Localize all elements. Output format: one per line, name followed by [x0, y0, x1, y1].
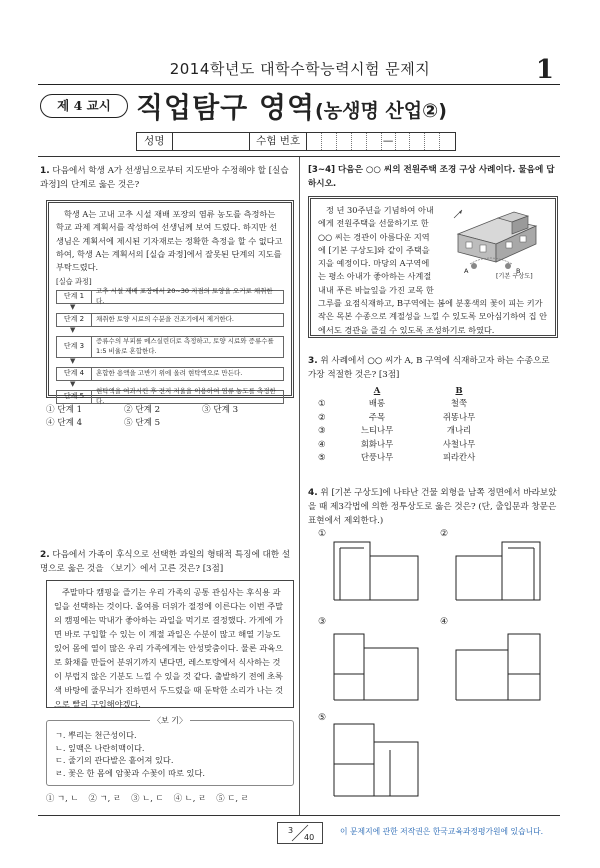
exam-number-cell[interactable]: [440, 133, 455, 150]
page-current: 3: [288, 826, 294, 835]
q2-choice[interactable]: ③ ㄴ, ㄷ: [131, 793, 164, 803]
q2-choice[interactable]: ⑤ ㄷ, ㄹ: [216, 793, 249, 803]
q2-passage: 주말마다 캠핑을 즐기는 우리 가족의 공통 관심사는 후식용 과일을 선택하는 것이다. 올여름 더위가 절정에 이른다는 이번 주말의 캠핑에는 막내가 좋아하는 과일을 먹기로 결정했다. 가게에 가면 바로 구입할 수 있는 이 계절 과일은 수분이 많고 해열 기능도 있어 몸에 열이 많은 우리 가족에게는 안성맞춤이다. 물론 과육으로 화채를 만들어 분위기까지 낸다면, 레스토랑에서 식사하는 것이 부럽지 않은 기분도 느낄 수 있을 것 같다. 출발하기 전에 초록색 바탕에 줄무늬가 진하면서 두드렸을 때 둔탁한 소리가 나는 것으로 빨리 구입해야겠다.: [54, 587, 284, 709]
exam-number-cell[interactable]: [337, 133, 352, 150]
basic-plan-figure: [440, 204, 548, 282]
q2-number: 2.: [40, 550, 50, 560]
step-arrow-icon: ▼: [70, 379, 76, 388]
q1-step: 단계 2 채취한 토양 시료의 수분을 건조기에서 제거한다.: [56, 313, 284, 327]
subject-title: [136, 86, 447, 129]
q3-row[interactable]: ⑤ 단풍나무 피라칸사: [318, 452, 476, 463]
exam-number-cell[interactable]: [367, 133, 382, 150]
q1-step: 단계 5 현탁액을 여과시킨 후 전지 저울을 이용하여 염류 농도를 측정한다.: [56, 390, 284, 404]
figure-caption: [기본 구상도]: [496, 273, 533, 280]
q4-number: 4.: [308, 488, 318, 498]
q1-choice[interactable]: ⑤ 단계 5: [124, 418, 161, 429]
q2-choices: [46, 792, 296, 805]
q2-boki-item: ㄴ. 잎맥은 나란히맥이다.: [55, 742, 145, 753]
exam-number-cell[interactable]: [410, 133, 425, 150]
q3-number: 3.: [308, 356, 318, 366]
q1-choice[interactable]: ① 단계 1: [46, 405, 83, 415]
exam-number-cell[interactable]: [322, 133, 337, 150]
q2-boki-box: [46, 716, 294, 786]
exam-title: 2014학년도 대학수학능력시험 문제지: [169, 60, 431, 78]
q3-row[interactable]: ① 배롱 철쭉: [318, 398, 468, 409]
figure-label-b: B: [516, 267, 521, 275]
bottom-rule: [38, 815, 560, 816]
q2-choice[interactable]: ② ㄱ, ㄹ: [88, 793, 122, 803]
q4-option-2[interactable]: ②: [440, 528, 550, 606]
q1-passage: 학생 A는 고내 고추 시설 재배 포장의 염류 농도를 측정하는 학교 과제 계획서를 작성하여 선생님께 보여 드렸다. 하지만 선생님은 계획서에 제시된 기자재로는 정확한 측정을 할 수 없다고 하여, 학생 A는 계획서의 [실습 과정]에서 잘못된 단계의 지도를 부탁드렸다.: [56, 209, 283, 273]
copyright-note: 이 문제지에 관한 저작권은 한국교육과정평가원에 있습니다.: [340, 827, 544, 836]
q1-step: 단계 4 혼합한 용액을 고반기 위에 올려 현탁액으로 만든다.: [56, 367, 284, 381]
header-divider: [38, 84, 560, 85]
house-illustration: [440, 204, 548, 282]
q2-boki-label: 〈보 기〉: [150, 715, 190, 727]
name-label: 성명: [137, 133, 173, 150]
q1-process-label: [실습 과정]: [56, 277, 92, 287]
q34-passage-box: [308, 196, 558, 338]
question-3: [308, 354, 560, 383]
exam-number-cell[interactable]: [352, 133, 367, 150]
subject-sub: (농생명 산업②): [315, 100, 447, 122]
q3-row[interactable]: ③ 느티나무 개나리: [318, 425, 472, 436]
period-badge: 제 4 교시: [40, 94, 128, 118]
q3-row[interactable]: ④ 회화나무 사철나무: [318, 438, 476, 449]
q3-header-row: [318, 384, 518, 397]
q4-option-1[interactable]: ①: [318, 528, 428, 606]
exam-number-cell[interactable]: [425, 133, 440, 150]
q1-choice[interactable]: ③ 단계 3: [202, 405, 239, 415]
q2-boki-item: ㄱ. 뿌리는 천근성이다.: [55, 730, 137, 740]
question-4: [308, 486, 560, 528]
q34-intro: [3~4] 다음은 ○○ 씨의 전원주택 조경 구상 사례이다. 물음에 답하시오.: [308, 165, 555, 189]
page-indicator: [277, 822, 323, 844]
step-arrow-icon: ▼: [70, 325, 76, 334]
student-id-box: [136, 132, 456, 151]
elevation-drawing: [330, 536, 422, 602]
q4-option-5[interactable]: ⑤: [318, 712, 428, 802]
q1-choice[interactable]: ② 단계 2: [124, 405, 161, 415]
q3-table: [318, 384, 518, 465]
q1-prompt: 1. 다음에서 학생 A가 선생님으로부터 지도받아 수정해야 할 [실습 과정]의 단계로 옳은 것은?: [40, 166, 289, 190]
q1-passage-box: [46, 200, 294, 405]
q1-steps: [56, 287, 284, 405]
column-divider: [299, 157, 300, 815]
question-2: [40, 548, 292, 577]
page-slash-icon: [278, 823, 322, 843]
q3-row[interactable]: ② 주목 쥐똥나무: [318, 411, 476, 422]
subject-main: 직업탐구 영역: [136, 91, 316, 124]
page-number: 1: [535, 55, 554, 85]
q2-prompt: 2. 다음에서 가족이 후식으로 선택한 과일의 형태적 특징에 대한 설명으로 옳은 것을 〈보기〉에서 고른 것은? [3점]: [40, 550, 291, 574]
name-field[interactable]: [173, 133, 250, 150]
elevation-drawing: [330, 720, 422, 798]
q1-step: 단계 1 고추 시설 재배 포장에서 20~30 지점의 토양을 오거로 채취한다.: [56, 290, 284, 304]
q1-choice[interactable]: ④ 단계 4: [46, 418, 83, 429]
q4-prompt: 4. 위 [기본 구상도]에 나타난 건물 외형을 남쪽 정면에서 바라보았을 때 제3각법에 의한 정투상도로 옳은 것은? (단, 출입문과 창문은 표현에서 제외한다.): [308, 488, 557, 526]
elevation-drawing: [330, 630, 422, 702]
step-arrow-icon: ▼: [70, 356, 76, 365]
q4-option-3[interactable]: ③: [318, 616, 428, 706]
q2-choice[interactable]: ④ ㄴ, ㄹ: [173, 793, 207, 803]
q3-col-b: B: [455, 385, 463, 395]
question-1: [40, 164, 292, 193]
exam-number-cell[interactable]: [396, 133, 411, 150]
q2-boki-item: ㄷ. 줄기의 관다발은 흩어져 있다.: [55, 755, 174, 766]
q2-choice[interactable]: ① ㄱ, ㄴ: [46, 793, 79, 803]
elevation-drawing: [452, 536, 544, 602]
q3-col-a: A: [373, 385, 381, 395]
exam-number-dash: —: [382, 133, 396, 150]
q2-boki-item: ㄹ. 꽃은 한 몸에 암꽃과 수꽃이 따로 있다.: [55, 768, 205, 779]
exam-number-cell[interactable]: [307, 133, 322, 150]
step-arrow-icon: ▼: [70, 302, 76, 311]
q4-option-4[interactable]: ④: [440, 616, 550, 706]
q1-step: 단계 3 증류수의 부피를 메스실린더로 측정하고, 토양 시료와 증류수를 1:5 비율로 혼합한다.: [56, 336, 284, 358]
page-total: 40: [304, 833, 315, 842]
exam-number-label: 수험 번호: [250, 133, 307, 150]
q1-choices: [46, 404, 286, 431]
q1-number: 1.: [40, 166, 50, 176]
figure-label-a: A: [464, 267, 469, 275]
q2-passage-box: [46, 580, 294, 708]
elevation-drawing: [452, 630, 544, 702]
q3-prompt: 3. 위 사례에서 ○○ 씨가 A, B 구역에 식재하고자 하는 수종으로 가장 적절한 것은? [3점]: [308, 356, 550, 380]
q34-passage: 정 년 30주년을 기념하여 아내에게 전원주택을 선물하기로 한 ○○ 씨는 경관이 아름다운 지역에 [기본 구상도]와 같이 주택을 지을 예정이다. 마당의 A구역에는 평소 아내가 좋아하는 사계절 내내 푸른 바늘잎을 가진 교목 한 그루를 요점식재하고, B구역에는 봄에 분홍색의 꽃이 피는 키가 작은 목본 수종으로 계절성을 느낄 수 있도록 모아심기하여 집 안에서도 경관을 즐길 수 있도록 조성하기로 하였다.: [318, 205, 548, 335]
